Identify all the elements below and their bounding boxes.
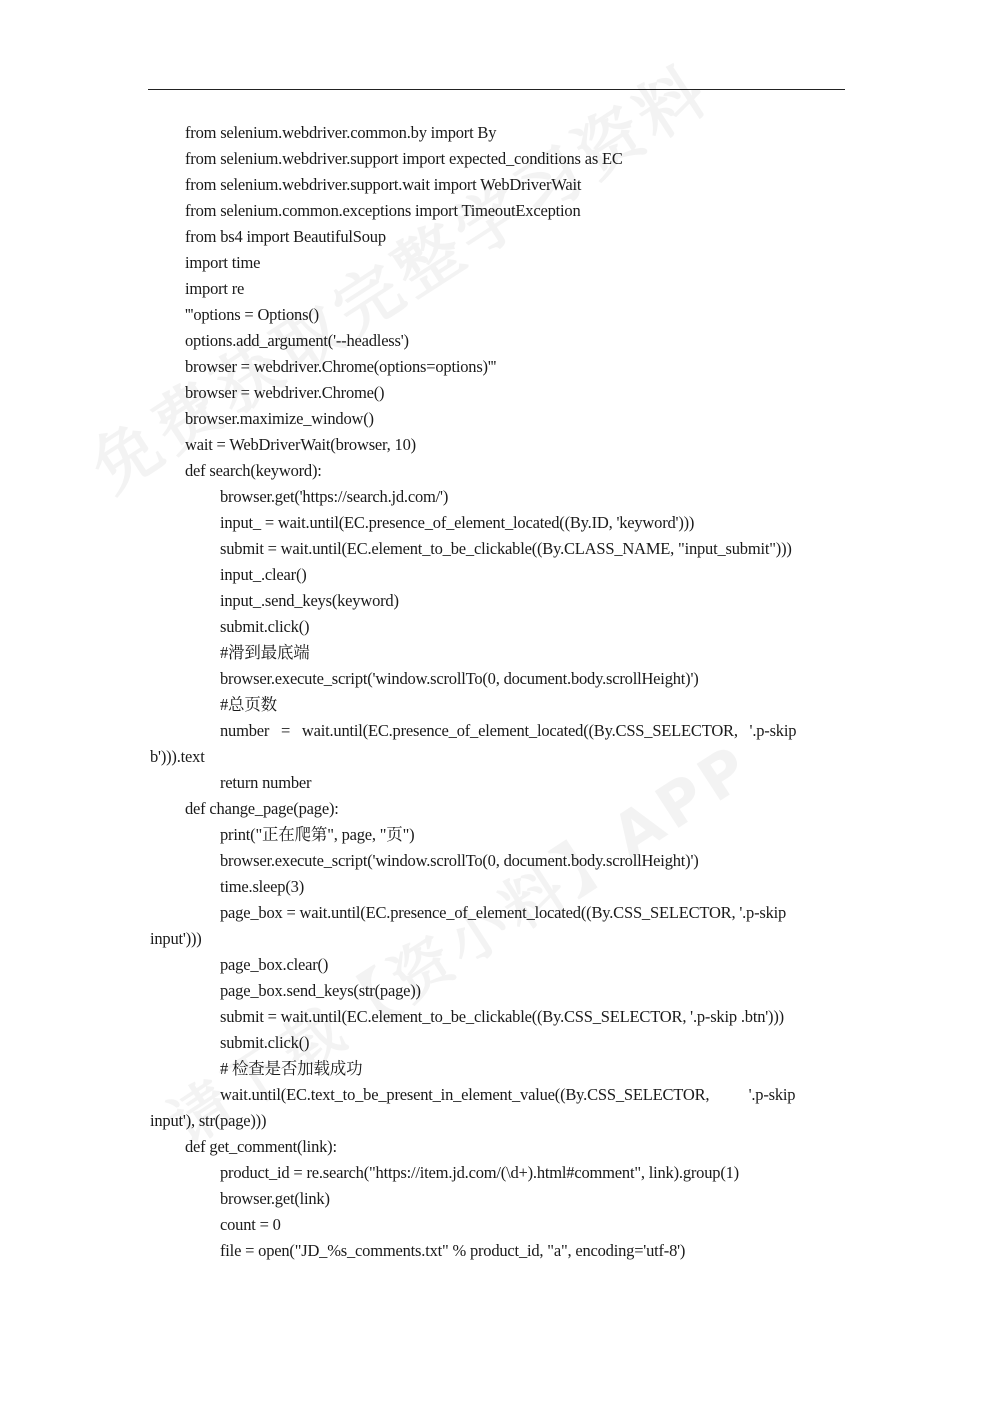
code-line: count = 0: [220, 1215, 281, 1234]
code-line: from selenium.webdriver.support.wait import WebDriverWait: [185, 175, 582, 194]
code-line: browser = webdriver.Chrome(): [185, 383, 385, 402]
code-line: import time: [185, 253, 261, 272]
code-line: browser = webdriver.Chrome(options=options)''': [185, 357, 497, 376]
code-line: from selenium.common.exceptions import TimeoutException: [185, 201, 581, 220]
code-comment: #滑到最底端: [220, 643, 310, 662]
code-line: submit = wait.until(EC.element_to_be_clickable((By.CSS_SELECTOR, '.p-skip .btn'))): [220, 1007, 784, 1026]
code-line: wait = WebDriverWait(browser, 10): [185, 435, 416, 454]
code-line: options.add_argument('--headless'): [185, 331, 409, 350]
code-comment: #总页数: [220, 695, 277, 714]
code-line: def change_page(page):: [185, 799, 339, 818]
code-line: product_id = re.search("https://item.jd.com/(\d+).html#comment", link).group(1): [220, 1163, 739, 1182]
code-line: file = open("JD_%s_comments.txt" % product_id, "a", encoding='utf-8'): [220, 1241, 686, 1260]
code-line: return number: [220, 773, 312, 792]
code-comment: # 检查是否加载成功: [220, 1059, 363, 1078]
code-line: '''options = Options(): [185, 305, 319, 324]
header-rule: [148, 89, 845, 90]
code-line: page_box.send_keys(str(page)): [220, 981, 421, 1000]
code-line-wrapped: wait.until(EC.text_to_be_present_in_element_value((By.CSS_SELECTOR, '.p-skip: [220, 1085, 796, 1104]
code-line: input_.clear(): [220, 565, 307, 584]
code-line: browser.maximize_window(): [185, 409, 374, 428]
code-line-wrapped: number = wait.until(EC.presence_of_element_located((By.CSS_SELECTOR, '.p-skip: [220, 721, 797, 740]
code-line: input_ = wait.until(EC.presence_of_element_located((By.ID, 'keyword'))): [220, 513, 695, 532]
code-line: submit = wait.until(EC.element_to_be_clickable((By.CLASS_NAME, "input_submit"))): [220, 539, 792, 558]
code-line: from selenium.webdriver.support import expected_conditions as EC: [185, 149, 623, 168]
code-line: from selenium.webdriver.common.by import By: [185, 123, 497, 142]
code-line: page_box.clear(): [220, 955, 329, 974]
code-line: browser.get(link): [220, 1189, 330, 1208]
code-listing: [0, 120, 993, 1264]
code-line: browser.execute_script('window.scrollTo(0, document.body.scrollHeight)'): [220, 669, 699, 688]
code-line: submit.click(): [220, 1033, 310, 1052]
code-line-continuation: b'))).text: [150, 747, 205, 766]
code-line-wrapped: page_box = wait.until(EC.presence_of_element_located((By.CSS_SELECTOR, '.p-skip: [220, 903, 787, 922]
code-line: time.sleep(3): [220, 877, 304, 896]
code-line-continuation: input'), str(page))): [150, 1111, 267, 1130]
code-line: from bs4 import BeautifulSoup: [185, 227, 386, 246]
code-line: print("正在爬第", page, "页"): [220, 825, 415, 844]
code-line-continuation: input'))): [150, 929, 202, 948]
code-line: submit.click(): [220, 617, 310, 636]
code-line: input_.send_keys(keyword): [220, 591, 399, 610]
code-line: browser.execute_script('window.scrollTo(0, document.body.scrollHeight)'): [220, 851, 699, 870]
code-line: def get_comment(link):: [185, 1137, 337, 1156]
code-line: browser.get('https://search.jd.com/'): [220, 487, 449, 506]
code-line: def search(keyword):: [185, 461, 322, 480]
code-line: import re: [185, 279, 245, 298]
